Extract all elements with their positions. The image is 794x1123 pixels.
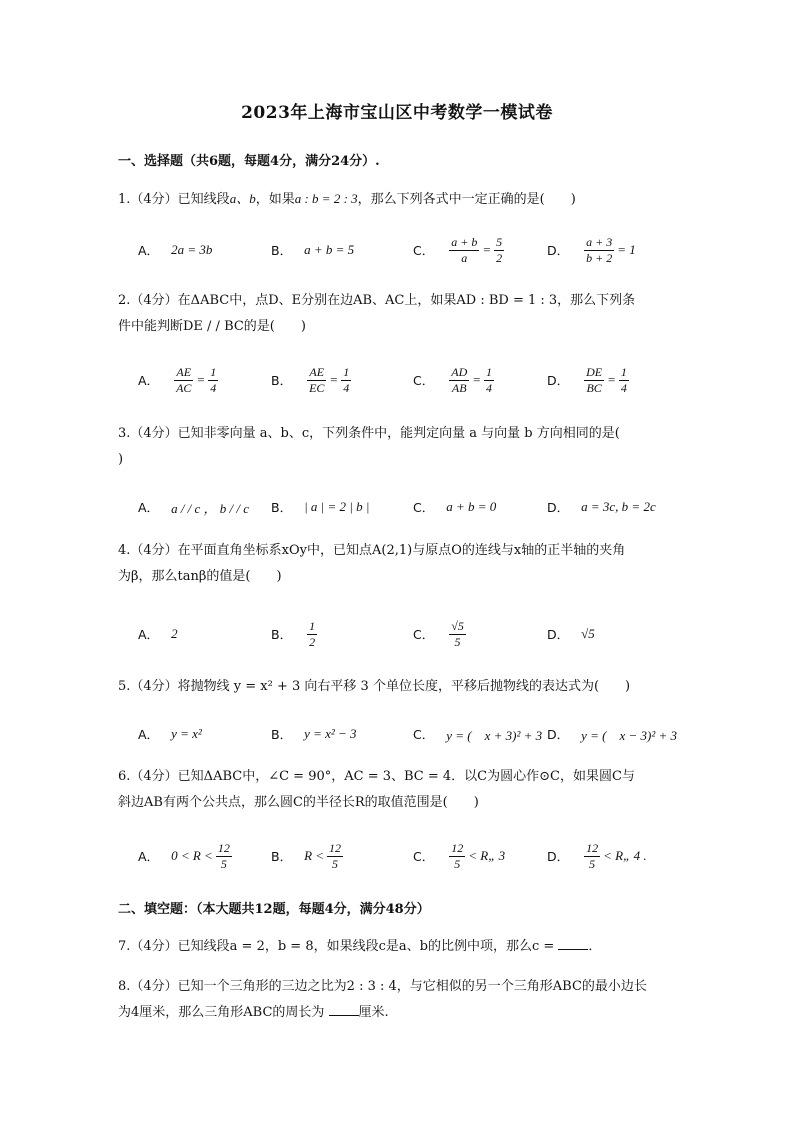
answer-blank[interactable] xyxy=(558,937,588,950)
q6-option-d[interactable]: D． $\frac{12}{5}$ < R„ 4 . xyxy=(547,840,647,871)
q8-line-2: 为4厘米，那么三角形ABC的周长为 厘米. xyxy=(118,1005,389,1020)
fraction: $\frac{12}{5}$ xyxy=(329,840,342,871)
fraction: $\frac{1}{4}$ xyxy=(210,364,217,395)
fraction: $\frac{1}{4}$ xyxy=(486,364,493,395)
q1-stem-post: ，那么下列各式中一定正确的是( ) xyxy=(357,192,576,207)
question-1-stem xyxy=(118,186,678,213)
q4-option-c[interactable]: C． $\frac{√5}{5}$ xyxy=(413,618,464,649)
fraction: $\frac{a + 3}{b + 2}$ xyxy=(586,234,613,265)
fraction: $\frac{1}{4}$ xyxy=(343,364,350,395)
question-2-options xyxy=(138,360,698,400)
fraction: $\frac{5}{2}$ xyxy=(496,234,503,265)
q5-line-1: 5.（4分）将抛物线 y = x² + 3 向右平移 3 个单位长度，平移后抛物线的表达式为( ) xyxy=(118,679,631,694)
answer-blank[interactable] xyxy=(329,1003,359,1016)
question-2-stem xyxy=(118,288,678,340)
q4-option-d[interactable]: D． √5 xyxy=(547,626,595,642)
q7-text: 7.（4分）已知线段a = 2，b = 8，如果线段c是a、b的比例中项，那么c = xyxy=(118,939,555,954)
q4-option-a[interactable]: A． 2 xyxy=(138,626,178,642)
question-5-stem xyxy=(118,674,678,700)
q3-option-d[interactable]: D． a = 3c, b = 2c xyxy=(547,499,656,515)
q2-option-a[interactable]: A． $\frac{AE}{AC}$ = $\frac{1}{4}$ xyxy=(138,364,217,395)
question-6-stem xyxy=(118,764,678,816)
question-4-stem xyxy=(118,538,678,590)
question-3-stem xyxy=(118,421,678,473)
fraction: $\frac{AD}{AB}$ xyxy=(451,364,468,395)
page-title: 2023年上海市宝山区中考数学一模试卷 xyxy=(241,103,553,123)
fraction: $\frac{DE}{BC}$ xyxy=(586,364,603,395)
q2-option-b[interactable]: B． $\frac{AE}{EC}$ = $\frac{1}{4}$ xyxy=(271,364,350,395)
q3-line-2: ) xyxy=(118,452,124,467)
fraction: $\frac{12}{5}$ xyxy=(217,840,230,871)
question-3-options xyxy=(138,487,698,527)
q1-stem-math2: a : b = 2 : 3 xyxy=(294,191,358,206)
q6-line-1: 6.（4分）已知ΔABC中，∠C = 90°，AC = 3、BC = 4．以C为圆心作⊙C，如果圆C与 xyxy=(118,769,635,784)
q1-stem-pre: 1.（4分）已知线段 xyxy=(118,192,230,207)
q2-line-2: 件中能判断DE / / BC的是( ) xyxy=(118,319,306,334)
q3-line-1: 3.（4分）已知非零向量 a、b、c，下列条件中，能判定向量 a 与向量 b 方向相同的是( xyxy=(118,426,620,441)
fraction: $\frac{AE}{AC}$ xyxy=(176,364,192,395)
fraction: $\frac{1}{2}$ xyxy=(309,618,316,649)
q1-option-c[interactable]: C． $\frac{a + b}{a}$ = $\frac{5}{2}$ xyxy=(413,234,503,265)
q1-stem-mid: ，如果 xyxy=(255,192,295,207)
q1-stem-math1: a、b xyxy=(229,191,256,206)
fraction: $\frac{1}{4}$ xyxy=(620,364,627,395)
q4-option-b[interactable]: B． $\frac{1}{2}$ xyxy=(271,618,316,649)
q6-line-2: 斜边AB有两个公共点，那么圆C的半径长R的取值范围是( ) xyxy=(118,795,479,810)
q8-line-1: 8.（4分）已知一个三角形的三边之比为2 : 3 : 4，与它相似的另一个三角形ABC的最小边长 xyxy=(118,979,647,994)
question-4-options xyxy=(138,614,698,654)
q3-option-c[interactable]: C． a + b = 0 xyxy=(413,499,497,515)
q4-line-2: 为β，那么tanβ的值是( ) xyxy=(118,569,282,584)
q6-option-a[interactable]: A． 0 < R < $\frac{12}{5}$ xyxy=(138,840,230,871)
question-8-stem xyxy=(118,974,678,1026)
q5-option-d[interactable]: D． y = ( x − 3)² + 3 xyxy=(547,727,678,743)
section-heading-fill: 二、填空题：（本大题共12题，每题4分，满分48分） xyxy=(118,902,430,917)
q2-line-1: 2.（4分）在ΔABC中，点D、E分别在边AB、AC上，如果AD : BD = 1 : 3，那么下列条 xyxy=(118,293,636,308)
fraction: $\frac{AE}{EC}$ xyxy=(309,364,325,395)
fraction: $\frac{√5}{5}$ xyxy=(451,618,464,649)
fraction: $\frac{12}{5}$ xyxy=(586,840,599,871)
q6-option-b[interactable]: B． R < $\frac{12}{5}$ xyxy=(271,840,342,871)
section-heading-choice: 一、选择题（共6题，每题4分，满分24分）. xyxy=(118,154,380,169)
question-5-options xyxy=(138,714,698,754)
q1-option-d[interactable]: D． $\frac{a + 3}{b + 2}$ = 1 xyxy=(547,234,636,265)
fraction: $\frac{12}{5}$ xyxy=(451,840,464,871)
q5-option-b[interactable]: B． y = x² − 3 xyxy=(271,726,357,742)
q5-option-c[interactable]: C． y = ( x + 3)² + 3 xyxy=(413,727,543,743)
q1-option-b[interactable]: B． a + b = 5 xyxy=(271,242,355,258)
fraction: $\frac{a + b}{a}$ xyxy=(451,234,478,265)
q1-option-a[interactable]: A． 2a = 3b xyxy=(138,242,213,258)
question-6-options xyxy=(138,836,698,876)
q3-option-a[interactable]: A． a / / c ， b / / c xyxy=(138,500,250,516)
q6-option-c[interactable]: C． $\frac{12}{5}$ < R„ 3 xyxy=(413,840,506,871)
q4-line-1: 4.（4分）在平面直角坐标系xOy中，已知点A(2,1)与原点O的连线与x轴的正半轴的夹角 xyxy=(118,543,626,558)
q2-option-c[interactable]: C． $\frac{AD}{AB}$ = $\frac{1}{4}$ xyxy=(413,364,493,395)
question-7-stem: 7.（4分）已知线段a = 2，b = 8，如果线段c是a、b的比例中项，那么c = ． xyxy=(118,939,602,954)
q5-option-a[interactable]: A． y = x² xyxy=(138,726,202,742)
question-1-options xyxy=(138,230,698,270)
q2-option-d[interactable]: D． $\frac{DE}{BC}$ = $\frac{1}{4}$ xyxy=(547,364,627,395)
q3-option-b[interactable]: B． | a | = 2 | b | xyxy=(271,499,370,515)
